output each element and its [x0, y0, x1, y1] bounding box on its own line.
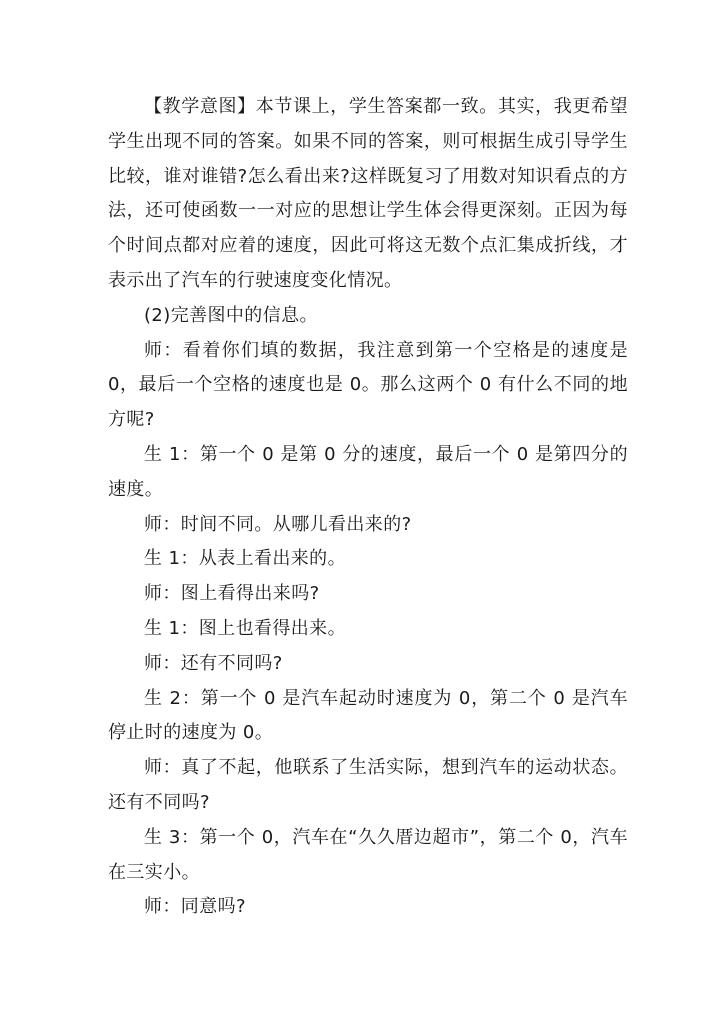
paragraph-dialogue: 师：同意吗? — [144, 896, 246, 918]
paragraph-dialogue: 生 1：第一个 0 是第 0 分的速度，最后一个 0 是第四分的速度。 — [108, 443, 628, 500]
paragraph-section-heading: (2)完善图中的信息。 — [144, 304, 318, 326]
paragraph-dialogue: 生 1：图上也看得出来。 — [144, 617, 346, 639]
paragraph-dialogue: 师：时间不同。从哪儿看出来的? — [144, 513, 412, 535]
paragraph-dialogue: 师：还有不同吗? — [144, 652, 283, 674]
paragraph-dialogue: 生 3：第一个 0，汽车在“久久厝边超市”，第二个 0，汽车在三实小。 — [108, 826, 628, 883]
paragraph-dialogue: 生 1：从表上看出来的。 — [144, 548, 346, 570]
paragraph-dialogue: 师：图上看得出来吗? — [144, 583, 320, 605]
paragraph-teaching-intent: 【教学意图】本节课上，学生答案都一致。其实，我更希望学生出现不同的答案。如果不同的答案，则可根据生成引导学生比较，谁对谁错?怎么看出来?这样既复习了用数对知识看点的方法，还可使函数一一对应的思想让学生体会得更深刻。正因为每个时间点都对应着的速度，因此可将这无数个点汇集成折线，才表示出了汽车的行驶速度变化情况。 — [108, 96, 628, 291]
paragraph-dialogue: 师：真了不起，他联系了生活实际，想到汽车的运动状态。还有不同吗? — [108, 757, 628, 813]
paragraph-dialogue: 生 2：第一个 0 是汽车起动时速度为 0，第二个 0 是汽车停止时的速度为 0。 — [108, 687, 628, 744]
paragraph-dialogue: 师：看着你们填的数据，我注意到第一个空格是的速度是 0，最后一个空格的速度也是 0。那么这两个 0 有什么不同的地方呢? — [108, 339, 628, 431]
document-page — [108, 90, 628, 925]
